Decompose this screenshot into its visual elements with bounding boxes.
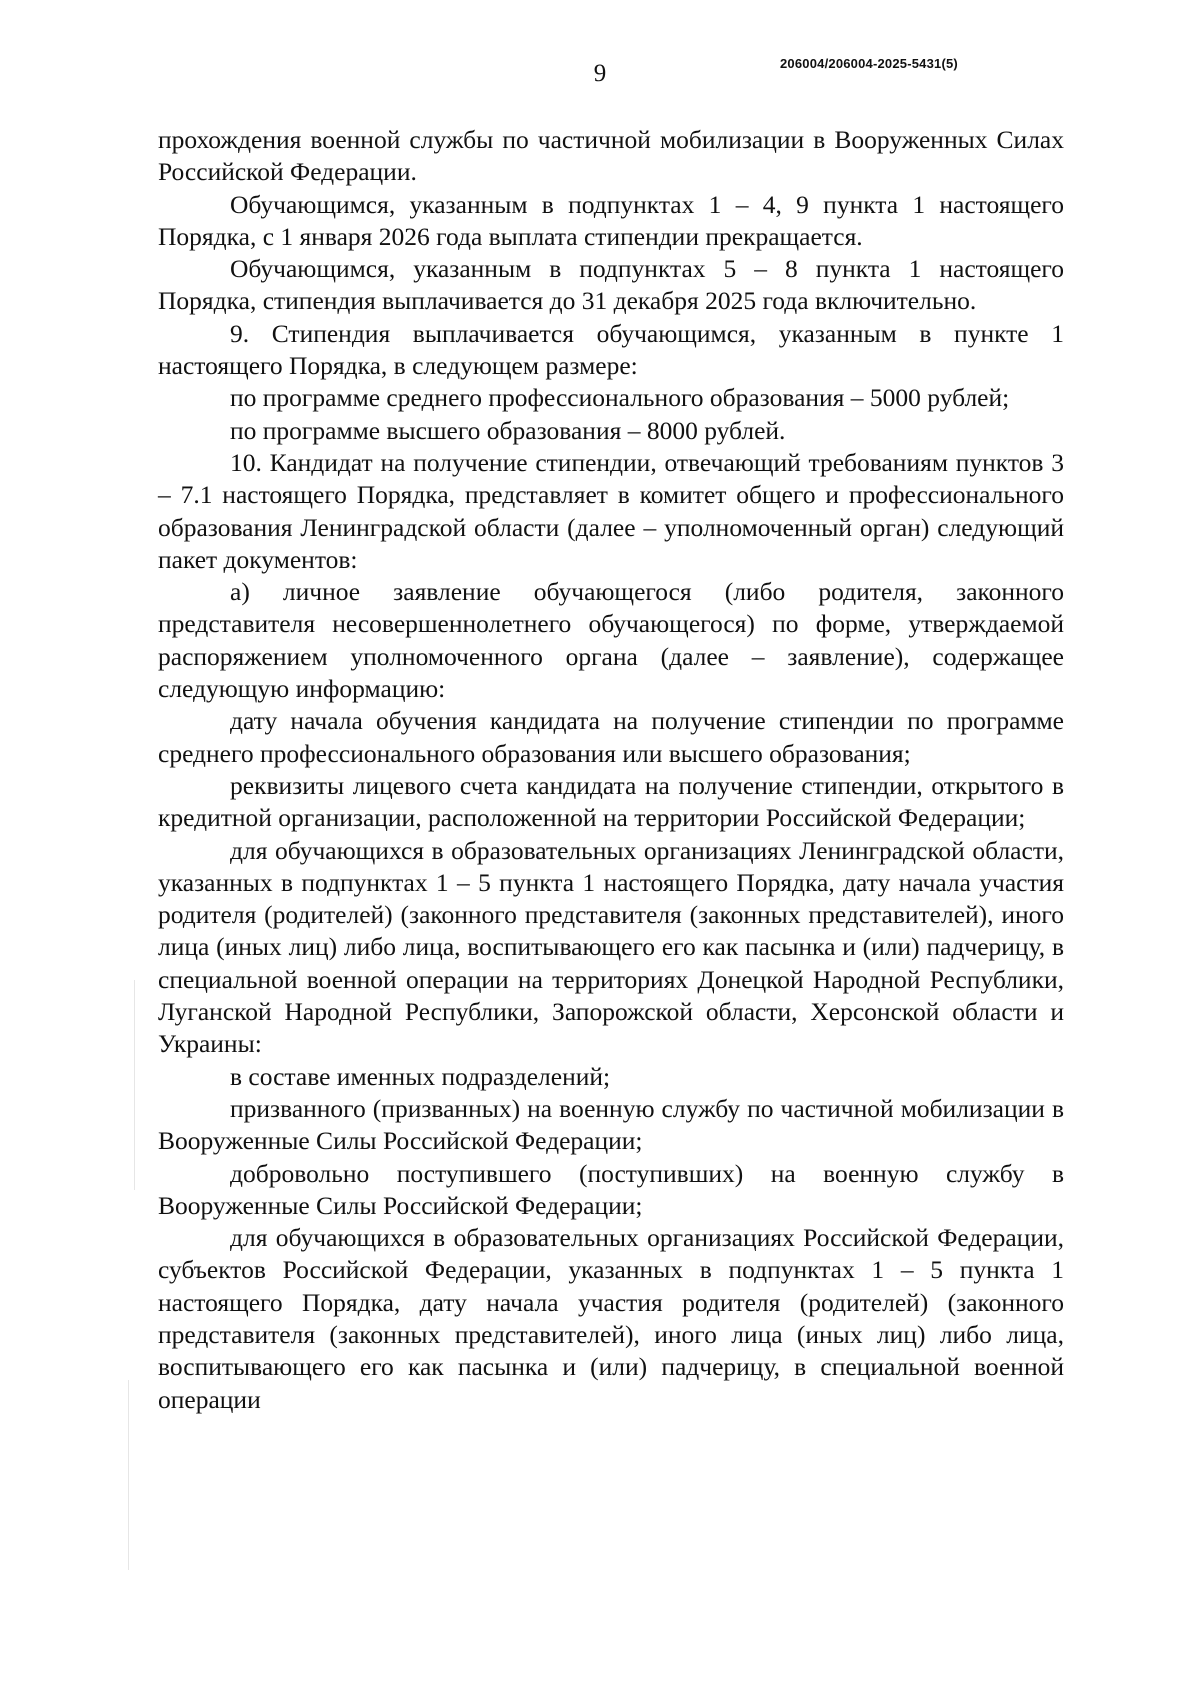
paragraph: по программе среднего профессионального образования – 5000 рублей;: [230, 383, 1010, 413]
document-body: [158, 124, 1064, 1416]
page-number: 9: [593, 60, 607, 87]
paragraph: Обучающимся, указанным в подпунктах 5 – 8 пункта 1 настоящего Порядка, стипендия выплачивается до 31 декабря 2025 года включительно.: [158, 254, 1064, 316]
paragraph: 10. Кандидат на получение стипендии, отвечающий требованиям пунктов 3 – 7.1 настоящего Порядка, представляет в комитет общего и профессионального образования Ленинградской области (далее – уполномоченный орган) следующий пакет документов:: [158, 447, 1064, 574]
paragraph: по программе высшего образования – 8000 рублей.: [230, 415, 786, 445]
paragraph: для обучающихся в образовательных организациях Российской Федерации, субъектов Российской Федерации, указанных в подпунктах 1 – 5 пункта 1 настоящего Порядка, дату начала участия родителя (родителей) (законного представителя (законных представителей), иного лица (иных лиц) либо лица, воспитывающего его как пасынка и (или) падчерицу, в специальной военной операции: [158, 1223, 1064, 1414]
paragraph: а) личное заявление обучающегося (либо родителя, законного представителя несовершеннолетнего обучающегося) по форме, утверждаемой распоряжением уполномоченного органа (далее – заявление), содержащее следующую информацию:: [158, 577, 1064, 704]
paragraph: добровольно поступившего (поступивших) на военную службу в Вооруженные Силы Российской Федерации;: [158, 1158, 1064, 1220]
paragraph: прохождения военной службы по частичной мобилизации в Вооруженных Силах Российской Федерации.: [158, 125, 1064, 187]
paragraph: реквизиты лицевого счета кандидата на получение стипендии, открытого в кредитной организации, расположенной на территории Российской Федерации;: [158, 770, 1064, 833]
paragraph: призванного (призванных) на военную службу по частичной мобилизации в Вооруженные Силы Российской Федерации;: [158, 1093, 1064, 1156]
paragraph: в составе именных подразделений;: [230, 1061, 611, 1091]
paragraph: дату начала обучения кандидата на получение стипендии по программе среднего профессионального образования или высшего образования;: [158, 706, 1064, 768]
scan-edge-line: [134, 980, 135, 1190]
scan-edge-line: [128, 1380, 129, 1570]
paragraph: 9. Стипендия выплачивается обучающимся, указанным в пункте 1 настоящего Порядка, в следующем размере:: [158, 318, 1064, 381]
paragraph: Обучающимся, указанным в подпунктах 1 – 4, 9 пункта 1 настоящего Порядка, с 1 января 2026 года выплата стипендии прекращается.: [158, 189, 1064, 251]
paragraph: для обучающихся в образовательных организациях Ленинградской области, указанных в подпунктах 1 – 5 пункта 1 настоящего Порядка, дату начала участия родителя (родителей) (законного представителя (законных представителей), иного лица (иных лиц) либо лица, воспитывающего его как пасынка и (или) падчерицу, в специальной военной операции на территориях Донецкой Народной Республики, Луганской Народной Республики, Запорожской области, Херсонской области и Украины:: [158, 835, 1064, 1059]
document-id: 206004/206004-2025-5431(5): [780, 56, 958, 71]
